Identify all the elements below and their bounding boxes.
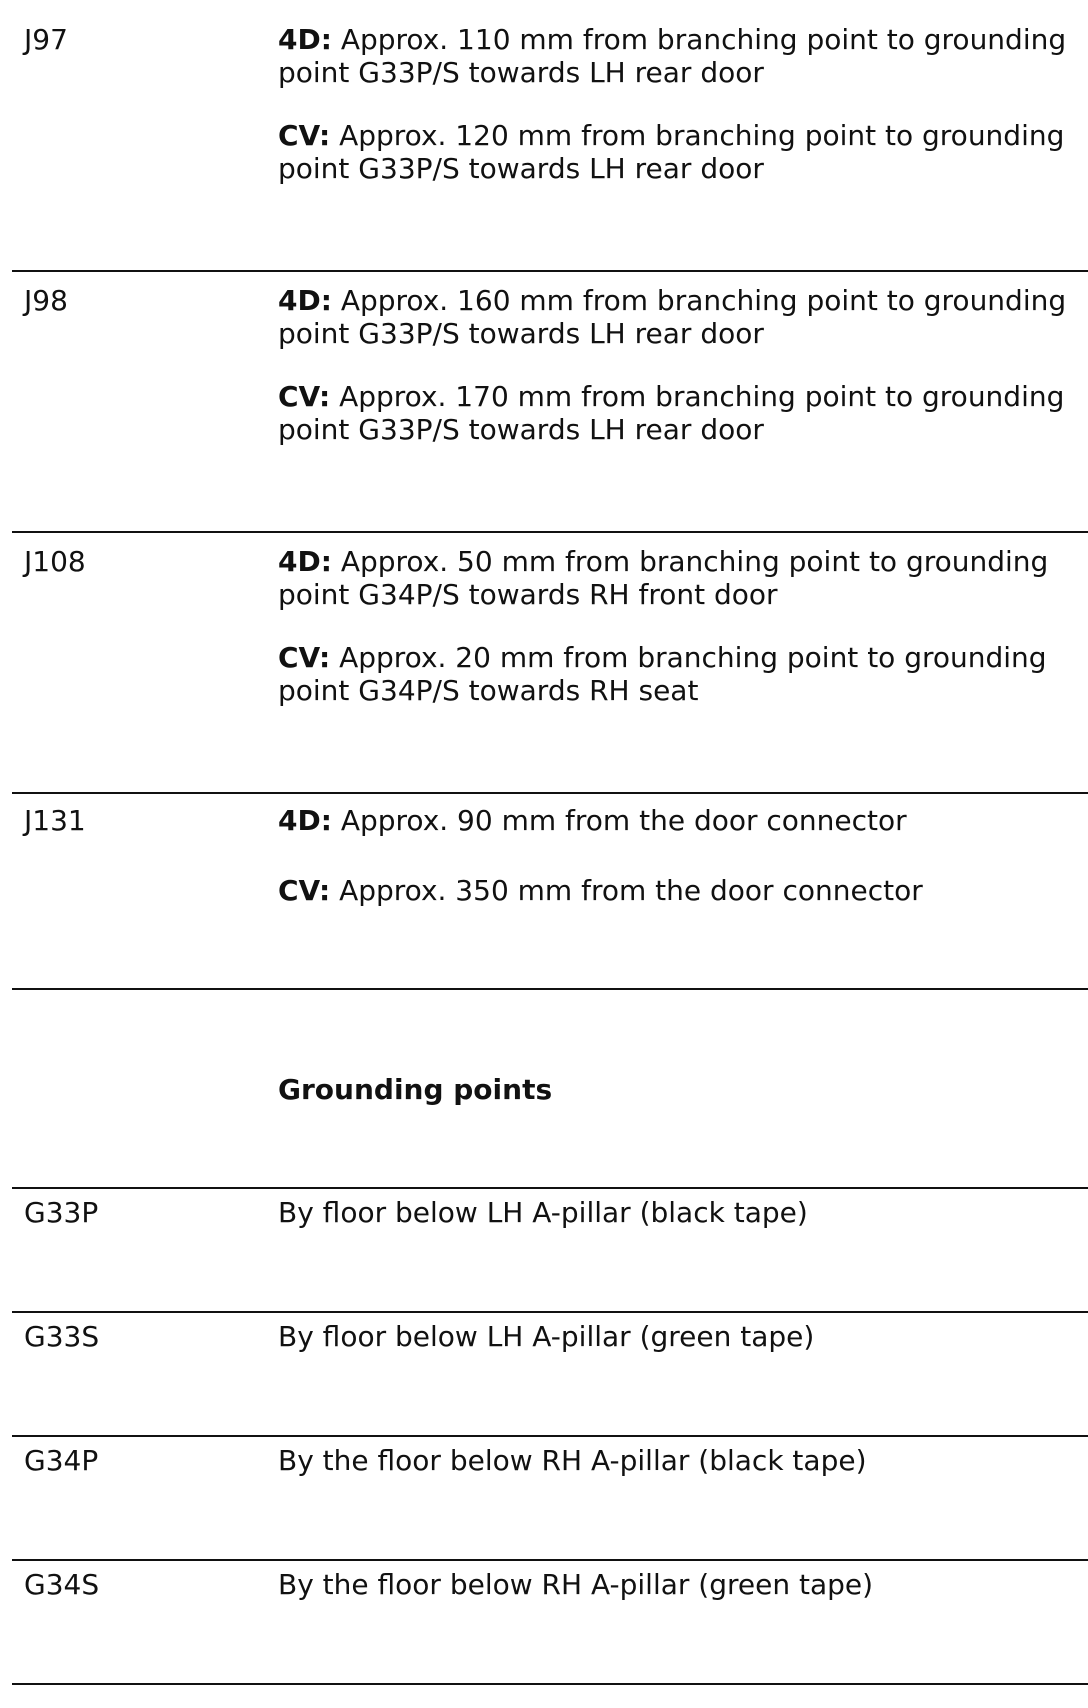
connection-description-j131: [278, 804, 1083, 907]
variant-text: Approx. 50 mm from branching point to grounding point G34P/S towards RH front door: [278, 545, 1049, 611]
variant-entry-cv: [278, 380, 1083, 446]
grounding-code-g34p: G34P: [24, 1444, 99, 1477]
row-divider: [12, 1559, 1088, 1561]
grounding-description-g34s: By the floor below RH A-pillar (green tape): [278, 1568, 874, 1601]
grounding-code-g33s: G33S: [24, 1320, 100, 1353]
variant-entry-4d: [278, 545, 1083, 611]
variant-label: CV:: [278, 874, 331, 907]
variant-text: Approx. 110 mm from branching point to grounding point G33P/S towards LH rear door: [278, 23, 1067, 89]
variant-entry-cv: [278, 874, 1083, 907]
row-divider: [12, 1187, 1088, 1189]
connection-code-j131: J131: [24, 804, 86, 837]
row-divider: [12, 792, 1088, 794]
variant-text: Approx. 350 mm from the door connector: [330, 874, 923, 907]
variant-label: CV:: [278, 641, 331, 674]
row-divider: [12, 1435, 1088, 1437]
variant-label: 4D:: [278, 284, 332, 317]
grounding-code-g34s: G34S: [24, 1568, 100, 1601]
connection-code-j97: J97: [24, 23, 68, 56]
variant-text: Approx. 120 mm from branching point to grounding point G33P/S towards LH rear door: [278, 119, 1065, 185]
connection-code-j108: J108: [24, 545, 86, 578]
row-divider: [12, 1311, 1088, 1313]
grounding-code-g33p: G33P: [24, 1196, 99, 1229]
variant-entry-4d: [278, 23, 1083, 89]
row-divider: [12, 1683, 1088, 1685]
variant-entry-4d: [278, 804, 1083, 837]
connection-description-j97: [278, 23, 1083, 185]
connection-description-j108: [278, 545, 1083, 707]
variant-entry-cv: [278, 119, 1083, 185]
variant-label: 4D:: [278, 23, 332, 56]
variant-text: Approx. 160 mm from branching point to grounding point G33P/S towards LH rear door: [278, 284, 1067, 350]
variant-label: 4D:: [278, 804, 332, 837]
row-divider: [12, 988, 1088, 990]
variant-label: CV:: [278, 380, 331, 413]
row-divider: [12, 531, 1088, 533]
grounding-description-g33s: By floor below LH A-pillar (green tape): [278, 1320, 815, 1353]
variant-entry-4d: [278, 284, 1083, 350]
connection-description-j98: [278, 284, 1083, 446]
section-heading-grounding-points: Grounding points: [278, 1073, 553, 1106]
variant-label: CV:: [278, 119, 331, 152]
variant-entry-cv: [278, 641, 1083, 707]
variant-label: 4D:: [278, 545, 332, 578]
connection-code-j98: J98: [24, 284, 68, 317]
grounding-description-g34p: By the floor below RH A-pillar (black tape): [278, 1444, 867, 1477]
variant-text: Approx. 90 mm from the door connector: [331, 804, 907, 837]
variant-text: Approx. 170 mm from branching point to grounding point G33P/S towards LH rear door: [278, 380, 1065, 446]
row-divider: [12, 270, 1088, 272]
variant-text: Approx. 20 mm from branching point to grounding point G34P/S towards RH seat: [278, 641, 1047, 707]
grounding-description-g33p: By floor below LH A-pillar (black tape): [278, 1196, 808, 1229]
